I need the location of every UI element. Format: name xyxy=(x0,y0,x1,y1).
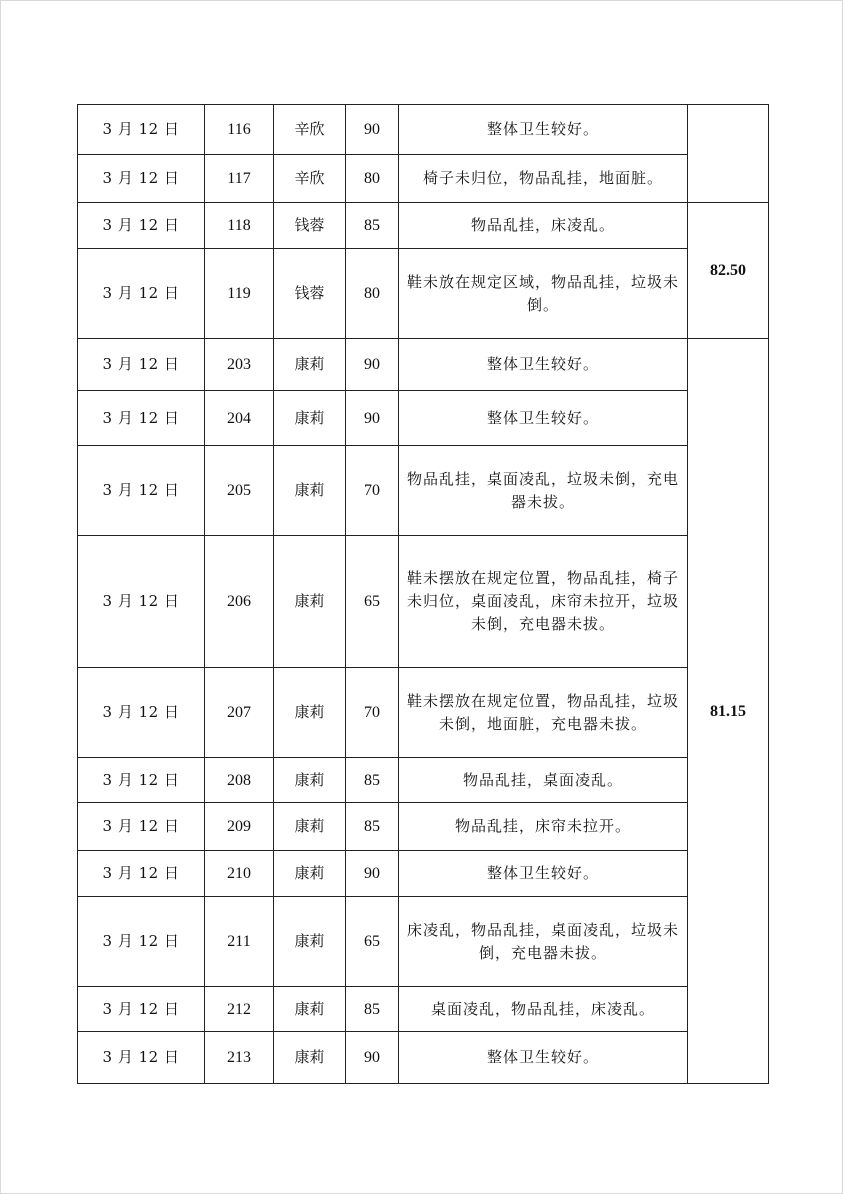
room-cell: 208 xyxy=(205,758,274,803)
remark-cell: 物品乱挂，床帘未拉开。 xyxy=(399,803,688,851)
table-row xyxy=(78,668,769,758)
table-row xyxy=(78,803,769,851)
date-cell: 3 月 12 日 xyxy=(78,105,205,155)
table-row xyxy=(78,391,769,446)
date-cell: 3 月 12 日 xyxy=(78,203,205,249)
table-row xyxy=(78,536,769,668)
date-cell: 3 月 12 日 xyxy=(78,668,205,758)
score-cell: 90 xyxy=(346,391,399,446)
date-cell: 3 月 12 日 xyxy=(78,851,205,897)
table-row xyxy=(78,339,769,391)
date-cell: 3 月 12 日 xyxy=(78,758,205,803)
remark-cell: 物品乱挂，桌面凌乱，垃圾未倒，充电器未拔。 xyxy=(399,446,688,536)
room-cell: 116 xyxy=(205,105,274,155)
table-row xyxy=(78,446,769,536)
remark-cell: 整体卫生较好。 xyxy=(399,105,688,155)
remark-cell: 鞋未摆放在规定位置，物品乱挂，椅子未归位，桌面凌乱，床帘未拉开，垃圾未倒，充电器未拔。 xyxy=(399,536,688,668)
room-cell: 204 xyxy=(205,391,274,446)
score-cell: 90 xyxy=(346,339,399,391)
remark-cell: 桌面凌乱，物品乱挂，床凌乱。 xyxy=(399,987,688,1032)
room-cell: 119 xyxy=(205,249,274,339)
table-row xyxy=(78,758,769,803)
inspector-cell: 康莉 xyxy=(274,446,346,536)
table-row xyxy=(78,1032,769,1084)
room-cell: 203 xyxy=(205,339,274,391)
date-cell: 3 月 12 日 xyxy=(78,897,205,987)
room-cell: 213 xyxy=(205,1032,274,1084)
date-cell: 3 月 12 日 xyxy=(78,391,205,446)
room-cell: 210 xyxy=(205,851,274,897)
average-score-kangli: 81.15 xyxy=(688,339,769,1084)
date-cell: 3 月 12 日 xyxy=(78,155,205,203)
inspector-cell: 康莉 xyxy=(274,803,346,851)
remark-cell: 物品乱挂，床凌乱。 xyxy=(399,203,688,249)
room-cell: 206 xyxy=(205,536,274,668)
remark-cell: 整体卫生较好。 xyxy=(399,391,688,446)
date-cell: 3 月 12 日 xyxy=(78,339,205,391)
inspector-cell: 康莉 xyxy=(274,668,346,758)
remark-cell: 椅子未归位，物品乱挂，地面脏。 xyxy=(399,155,688,203)
table-row xyxy=(78,897,769,987)
inspector-cell: 康莉 xyxy=(274,339,346,391)
score-cell: 85 xyxy=(346,203,399,249)
table-row xyxy=(78,851,769,897)
inspector-cell: 辛欣 xyxy=(274,155,346,203)
score-cell: 80 xyxy=(346,249,399,339)
score-cell: 65 xyxy=(346,536,399,668)
dorm-inspection-table xyxy=(77,104,769,1084)
table-row xyxy=(78,155,769,203)
inspector-cell: 钱蓉 xyxy=(274,249,346,339)
inspector-cell: 康莉 xyxy=(274,758,346,803)
table-row xyxy=(78,987,769,1032)
date-cell: 3 月 12 日 xyxy=(78,1032,205,1084)
date-cell: 3 月 12 日 xyxy=(78,803,205,851)
inspector-cell: 康莉 xyxy=(274,851,346,897)
date-cell: 3 月 12 日 xyxy=(78,536,205,668)
inspector-cell: 康莉 xyxy=(274,1032,346,1084)
score-cell: 85 xyxy=(346,758,399,803)
score-cell: 65 xyxy=(346,897,399,987)
room-cell: 118 xyxy=(205,203,274,249)
inspector-cell: 康莉 xyxy=(274,536,346,668)
average-cell-empty xyxy=(688,105,769,203)
score-cell: 80 xyxy=(346,155,399,203)
remark-cell: 床凌乱，物品乱挂，桌面凌乱，垃圾未倒，充电器未拔。 xyxy=(399,897,688,987)
score-cell: 90 xyxy=(346,851,399,897)
date-cell: 3 月 12 日 xyxy=(78,987,205,1032)
room-cell: 117 xyxy=(205,155,274,203)
remark-cell: 物品乱挂，桌面凌乱。 xyxy=(399,758,688,803)
remark-cell: 整体卫生较好。 xyxy=(399,1032,688,1084)
remark-cell: 鞋未摆放在规定位置，物品乱挂，垃圾未倒，地面脏，充电器未拔。 xyxy=(399,668,688,758)
inspector-cell: 康莉 xyxy=(274,391,346,446)
score-cell: 70 xyxy=(346,446,399,536)
remark-cell: 整体卫生较好。 xyxy=(399,339,688,391)
score-cell: 85 xyxy=(346,803,399,851)
remark-cell: 鞋未放在规定区域，物品乱挂，垃圾未倒。 xyxy=(399,249,688,339)
inspector-cell: 辛欣 xyxy=(274,105,346,155)
inspector-cell: 康莉 xyxy=(274,987,346,1032)
score-cell: 90 xyxy=(346,1032,399,1084)
score-cell: 85 xyxy=(346,987,399,1032)
remark-cell: 整体卫生较好。 xyxy=(399,851,688,897)
score-cell: 90 xyxy=(346,105,399,155)
table-row xyxy=(78,105,769,155)
room-cell: 212 xyxy=(205,987,274,1032)
room-cell: 205 xyxy=(205,446,274,536)
date-cell: 3 月 12 日 xyxy=(78,446,205,536)
room-cell: 207 xyxy=(205,668,274,758)
table-row xyxy=(78,203,769,249)
room-cell: 211 xyxy=(205,897,274,987)
inspector-cell: 康莉 xyxy=(274,897,346,987)
inspector-cell: 钱蓉 xyxy=(274,203,346,249)
room-cell: 209 xyxy=(205,803,274,851)
date-cell: 3 月 12 日 xyxy=(78,249,205,339)
table-row xyxy=(78,249,769,339)
average-score-qianrong: 82.50 xyxy=(688,203,769,339)
score-cell: 70 xyxy=(346,668,399,758)
